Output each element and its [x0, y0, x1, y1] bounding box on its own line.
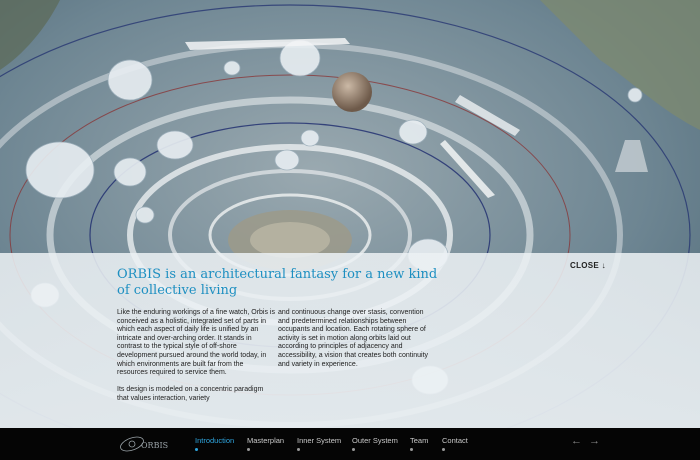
nav-dot-icon: [247, 448, 250, 451]
intro-column-1: [117, 309, 275, 412]
close-button[interactable]: [570, 261, 606, 270]
intro-column-2: [278, 309, 436, 378]
logo-text: ORBIS: [141, 441, 169, 450]
nav-dot-icon: [352, 448, 355, 451]
nav-dot-icon: [410, 448, 413, 451]
prev-arrow-icon[interactable]: ←: [571, 435, 582, 447]
nav-dot-icon: [195, 448, 198, 451]
arrow-down-icon: ↓: [601, 261, 606, 270]
bottom-navbar: [0, 428, 700, 460]
nav-item-introduction[interactable]: Introduction: [195, 436, 235, 445]
nav-item-outer-system[interactable]: Outer System: [352, 436, 398, 445]
nav-item-masterplan[interactable]: Masterplan: [247, 436, 285, 445]
nav-item-team[interactable]: Team: [410, 436, 429, 445]
nav-item-inner-system[interactable]: Inner System: [297, 436, 342, 445]
intro-panel: [0, 253, 700, 428]
intro-paragraph: and continuous change over stasis, convention and predetermined relationships between occupants and location. Each rotating sphere of activity is set in motion along orbits laid out according to principles of adjacency and accessibility, a vision that creates both continuity and variety in experience.: [278, 309, 429, 368]
next-arrow-icon[interactable]: →: [589, 435, 600, 447]
close-label: CLOSE: [570, 261, 600, 270]
nav-dot-icon: [297, 448, 300, 451]
intro-paragraph: Like the enduring workings of a fine watch, Orbis is conceived as a holistic, integrated set of parts in which each aspect of daily life is unified by an intricate and over-arching order. It stands in contrast to the typical style of off-shore development pursued around the world today, in which environments are built far from the resources required to service them.: [117, 309, 275, 377]
intro-title: ORBIS is an architectural fantasy for a new kind of collective living: [117, 267, 438, 298]
nav-item-contact[interactable]: Contact: [442, 436, 468, 445]
nav-dot-icon: [442, 448, 445, 451]
intro-paragraph: Its design is modeled on a concentric paradigm that values interaction, variety: [117, 386, 264, 402]
